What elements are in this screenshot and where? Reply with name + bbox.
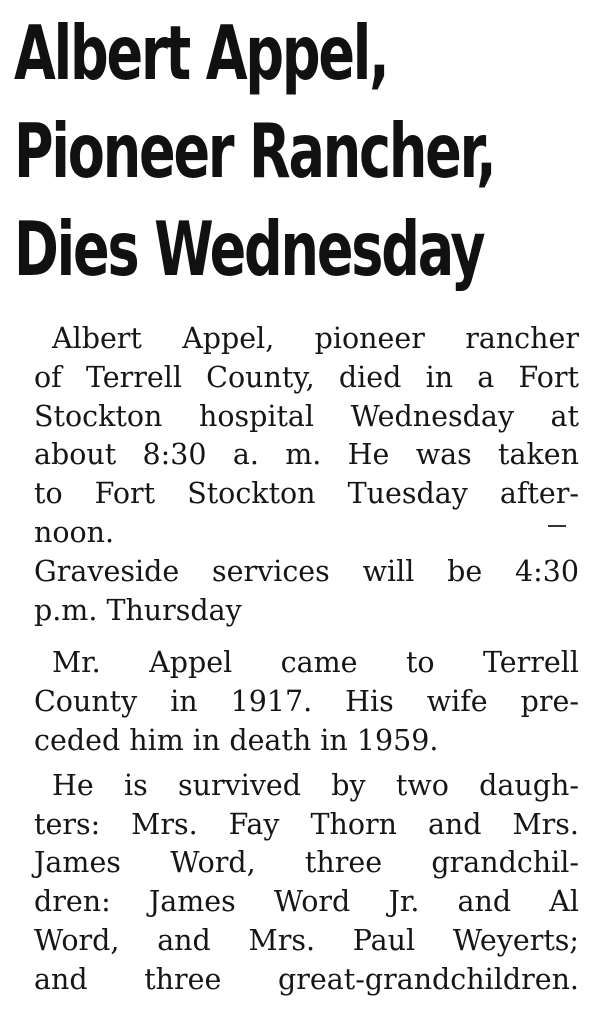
print-dash-mark	[548, 525, 566, 527]
headline	[14, 4, 495, 298]
paragraph-line: Mr. Appel came to Terrell	[52, 646, 579, 680]
paragraph-line: He is survived by two daugh-	[52, 768, 579, 802]
paragraph-line: Albert Appel, pioneer rancher	[52, 322, 579, 355]
article-body	[34, 320, 579, 1000]
paragraph-line: noon.	[34, 515, 115, 549]
paragraph-line: Word, and Mrs. Paul Weyerts;	[34, 923, 579, 957]
paragraph-line: of Terrell County, died in a Fort	[34, 360, 579, 394]
paragraph-line: Graveside services will be 4:30	[34, 554, 579, 588]
paragraph-line: p.m. Thursday	[34, 593, 242, 627]
headline-line: Dies Wednesday	[14, 205, 484, 293]
paragraph-gap	[34, 630, 579, 644]
paragraph-line: County in 1917. His wife pre-	[34, 685, 579, 719]
paragraph-line: James Word, three grandchil-	[34, 846, 579, 880]
headline-line: Pioneer Rancher,	[14, 107, 495, 195]
paragraph-line: ceded him in death in 1959.	[34, 723, 439, 757]
paragraph-line: about 8:30 a. m. He was taken	[34, 438, 579, 472]
headline-line: Albert Appel,	[14, 9, 388, 97]
paragraph-line: to Fort Stockton Tuesday after-	[34, 477, 579, 511]
paragraph-line: dren: James Word Jr. and Al	[34, 885, 579, 919]
paragraph-line: and three great-grandchildren.	[34, 962, 579, 996]
paragraph-line: Stockton hospital Wednesday at	[34, 399, 579, 433]
paragraph-line: ters: Mrs. Fay Thorn and Mrs.	[34, 807, 579, 841]
